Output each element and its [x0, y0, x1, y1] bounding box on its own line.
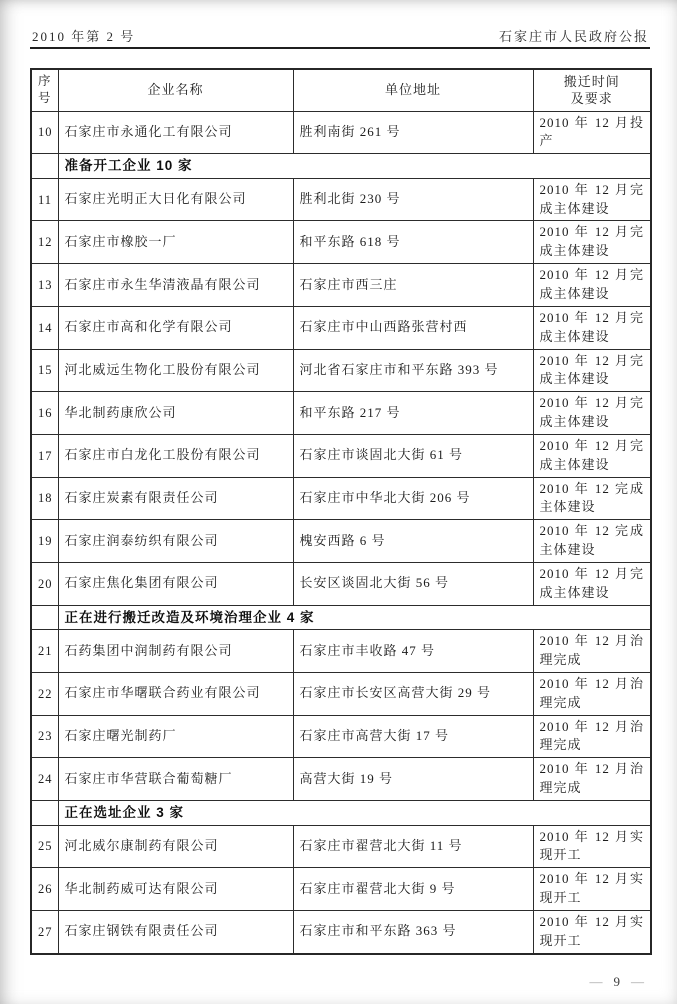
document-header: [32, 26, 649, 45]
relocation-time: 2010 年 12 月实现开工: [533, 825, 651, 868]
table-row: [31, 672, 651, 715]
column-header-time-line1: 搬迁时间: [563, 73, 620, 89]
section-label: 正在选址企业 3 家: [58, 800, 651, 825]
company-name: 石家庄市永生华清液晶有限公司: [58, 264, 293, 307]
table-row: [31, 264, 651, 307]
relocation-time: 2010 年 12 月完成主体建设: [533, 349, 651, 392]
row-number: 27: [31, 910, 58, 953]
company-name: 石家庄光明正大日化有限公司: [58, 178, 293, 221]
company-address: 石家庄市谈固北大街 61 号: [293, 434, 533, 477]
page-number-value: 9: [613, 974, 621, 989]
row-number: 22: [31, 672, 58, 715]
company-name: 石家庄市华曙联合药业有限公司: [58, 672, 293, 715]
company-name: 石家庄炭素有限责任公司: [58, 477, 293, 520]
table-row: [31, 392, 651, 435]
table-row: [31, 221, 651, 264]
table-row: [31, 715, 651, 758]
table-row: [31, 868, 651, 911]
table-row: [31, 520, 651, 563]
column-header-address: 单位地址: [293, 69, 533, 111]
table-row: [31, 178, 651, 221]
column-header-no-line2: 号: [37, 91, 52, 106]
company-name: 石家庄润泰纺织有限公司: [58, 520, 293, 563]
relocation-time: 2010 年 12 月完成主体建设: [533, 264, 651, 307]
company-name: 河北威尔康制药有限公司: [58, 825, 293, 868]
company-name: 石家庄焦化集团有限公司: [58, 562, 293, 605]
company-name: 石家庄市白龙化工股份有限公司: [58, 434, 293, 477]
column-header-no-line1: 序: [37, 74, 52, 89]
row-number: 10: [31, 111, 58, 154]
company-address: 胜利南街 261 号: [293, 111, 533, 154]
company-address: 石家庄市中华北大街 206 号: [293, 477, 533, 520]
table-row: [31, 434, 651, 477]
section-row: [31, 605, 651, 630]
company-name: 华北制药康欣公司: [58, 392, 293, 435]
row-number: 26: [31, 868, 58, 911]
row-number: 20: [31, 562, 58, 605]
relocation-time: 2010 年 12 月完成主体建设: [533, 562, 651, 605]
company-name: 石家庄市橡胶一厂: [58, 221, 293, 264]
company-address: 槐安西路 6 号: [293, 520, 533, 563]
table-row: [31, 630, 651, 673]
company-name: 石家庄曙光制药厂: [58, 715, 293, 758]
row-number: 16: [31, 392, 58, 435]
row-number: 25: [31, 825, 58, 868]
company-address: 胜利北街 230 号: [293, 178, 533, 221]
table-row: [31, 562, 651, 605]
company-name: 石家庄市高和化学有限公司: [58, 306, 293, 349]
section-label: 正在进行搬迁改造及环境治理企业 4 家: [58, 605, 651, 630]
page-number-dash-right: —: [631, 974, 645, 989]
company-name: 石家庄市永通化工有限公司: [58, 111, 293, 154]
table-row: [31, 477, 651, 520]
row-number: 13: [31, 264, 58, 307]
company-address: 石家庄市长安区高营大街 29 号: [293, 672, 533, 715]
table-row: [31, 306, 651, 349]
row-number: 24: [31, 758, 58, 801]
relocation-time: 2010 年 12 月治理完成: [533, 630, 651, 673]
row-number: 14: [31, 306, 58, 349]
company-address: 长安区谈固北大街 56 号: [293, 562, 533, 605]
row-number: 12: [31, 221, 58, 264]
company-name: 河北威远生物化工股份有限公司: [58, 349, 293, 392]
section-row-empty-cell: [31, 154, 58, 179]
table-header-row: [31, 69, 651, 111]
company-address: 石家庄市和平东路 363 号: [293, 910, 533, 953]
company-name: 华北制药威可达有限公司: [58, 868, 293, 911]
column-header-time: [533, 69, 651, 111]
company-address: 石家庄市西三庄: [293, 264, 533, 307]
company-address: 和平东路 618 号: [293, 221, 533, 264]
company-address: 河北省石家庄市和平东路 393 号: [293, 349, 533, 392]
row-number: 23: [31, 715, 58, 758]
company-address: 石家庄市翟营北大街 9 号: [293, 868, 533, 911]
relocation-time: 2010 年 12 月治理完成: [533, 758, 651, 801]
row-number: 18: [31, 477, 58, 520]
publication-title: 石家庄市人民政府公报: [498, 29, 649, 44]
company-address: 和平东路 217 号: [293, 392, 533, 435]
company-address: 石家庄市丰收路 47 号: [293, 630, 533, 673]
table-row: [31, 758, 651, 801]
relocation-enterprises-table: [30, 68, 652, 955]
row-number: 15: [31, 349, 58, 392]
company-address: 石家庄市翟营北大街 11 号: [293, 825, 533, 868]
relocation-time: 2010 年 12 月完成主体建设: [533, 178, 651, 221]
row-number: 11: [31, 178, 58, 221]
page-number: [590, 974, 646, 990]
company-address: 石家庄市中山西路张营村西: [293, 306, 533, 349]
row-number: 19: [31, 520, 58, 563]
relocation-time: 2010 年 12 完成主体建设: [533, 520, 651, 563]
table-row: [31, 825, 651, 868]
issue-label: 2010 年第 2 号: [32, 29, 136, 44]
relocation-time: 2010 年 12 月完成主体建设: [533, 221, 651, 264]
section-row: [31, 154, 651, 179]
row-number: 21: [31, 630, 58, 673]
section-label: 准备开工企业 10 家: [58, 154, 651, 179]
company-address: 石家庄市高营大街 17 号: [293, 715, 533, 758]
column-header-name: 企业名称: [58, 69, 293, 111]
page-number-dash-left: —: [589, 974, 604, 989]
relocation-time: 2010 年 12 月完成主体建设: [533, 392, 651, 435]
company-address: 高营大街 19 号: [293, 758, 533, 801]
relocation-time: 2010 年 12 月完成主体建设: [533, 434, 651, 477]
column-header-time-line2: 及要求: [570, 91, 613, 107]
row-number: 17: [31, 434, 58, 477]
section-row-empty-cell: [31, 605, 58, 630]
relocation-time: 2010 年 12 月实现开工: [533, 868, 651, 911]
relocation-time: 2010 年 12 月完成主体建设: [533, 306, 651, 349]
header-rule: [30, 47, 650, 49]
table-row: [31, 111, 651, 154]
company-name: 石药集团中润制药有限公司: [58, 630, 293, 673]
table-row: [31, 349, 651, 392]
relocation-time: 2010 年 12 月实现开工: [533, 910, 651, 953]
company-name: 石家庄市华营联合葡萄糖厂: [58, 758, 293, 801]
relocation-time: 2010 年 12 月治理完成: [533, 672, 651, 715]
column-header-no: [31, 69, 58, 111]
company-name: 石家庄钢铁有限责任公司: [58, 910, 293, 953]
relocation-time: 2010 年 12 月治理完成: [533, 715, 651, 758]
section-row: [31, 800, 651, 825]
section-row-empty-cell: [31, 800, 58, 825]
relocation-time: 2010 年 12 完成主体建设: [533, 477, 651, 520]
relocation-time: 2010 年 12 月投产: [533, 111, 651, 154]
table-row: [31, 910, 651, 953]
